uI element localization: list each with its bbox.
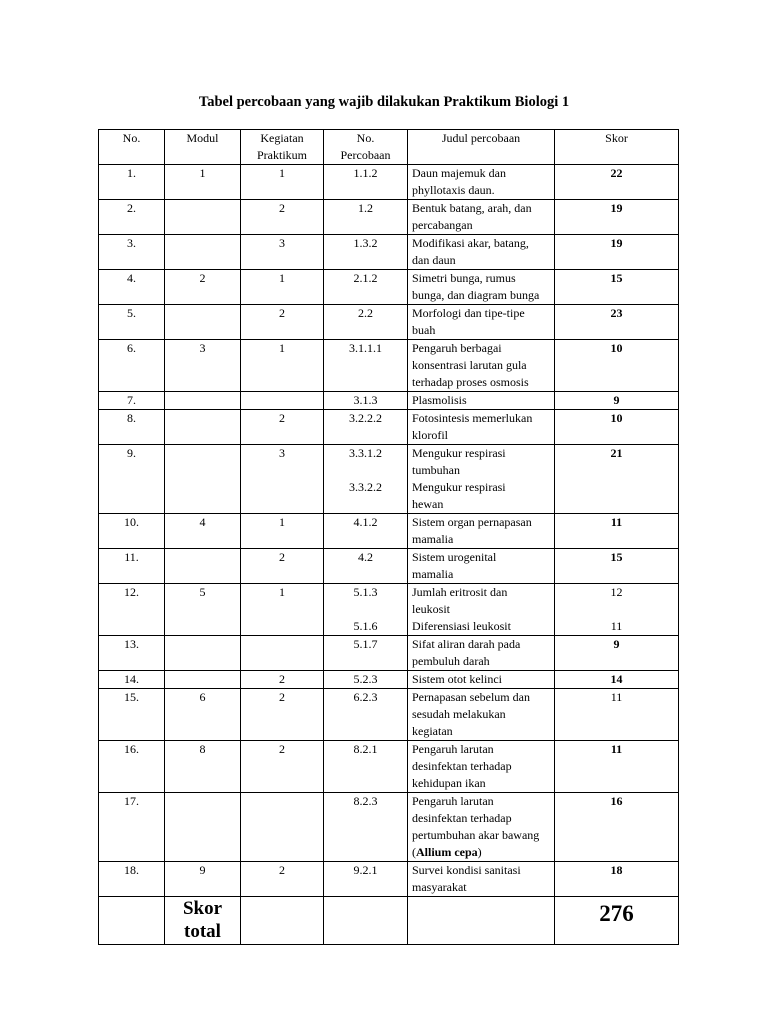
cell-percobaan: [324, 862, 408, 897]
species-name: Allium cepa: [416, 845, 478, 859]
percobaan-code: 5.1.7: [353, 637, 378, 651]
judul-line: buah: [412, 323, 436, 337]
experiment-table: [98, 129, 679, 945]
total-label-line1: Skor: [182, 898, 223, 919]
cell-percobaan: [324, 270, 408, 305]
cell-judul: [408, 410, 555, 445]
cell-percobaan: [324, 793, 408, 862]
line-gap: [328, 601, 403, 618]
cell-percobaan: [324, 671, 408, 689]
cell-kegiatan: 1: [241, 340, 324, 392]
cell-skor: 15: [555, 549, 679, 584]
judul-line: konsentrasi larutan gula: [412, 358, 527, 372]
cell-kegiatan: 1: [241, 270, 324, 305]
paren-open: (: [412, 845, 416, 859]
cell-no: 13.: [99, 636, 165, 671]
cell-no: 12.: [99, 584, 165, 636]
judul-line: Modifikasi akar, batang,: [412, 236, 529, 250]
cell-judul: [408, 549, 555, 584]
header-percobaan-line2: Percobaan: [340, 148, 391, 162]
cell-percobaan: [324, 445, 408, 514]
cell-no: 18.: [99, 862, 165, 897]
cell-skor: 22: [555, 165, 679, 200]
judul-line: Pengaruh larutan: [412, 742, 494, 756]
cell-judul: [408, 689, 555, 741]
table-row: [99, 165, 679, 200]
cell-percobaan: [324, 689, 408, 741]
cell-modul: [165, 410, 241, 445]
cell-percobaan: [324, 165, 408, 200]
cell-skor: 21: [555, 445, 679, 514]
cell-judul: [408, 305, 555, 340]
table-row: [99, 392, 679, 410]
judul-line-species: [412, 844, 550, 861]
table-row: [99, 671, 679, 689]
table-row: [99, 689, 679, 741]
judul-line: klorofil: [412, 428, 448, 442]
percobaan-code: 2.1.2: [353, 271, 378, 285]
percobaan-code: 3.2.2.2: [349, 411, 382, 425]
judul-line: kehidupan ikan: [412, 776, 486, 790]
cell-skor: 11: [555, 741, 679, 793]
judul-line: Pengaruh berbagai: [412, 341, 502, 355]
cell-no: 5.: [99, 305, 165, 340]
cell-modul: [165, 392, 241, 410]
cell-no: 17.: [99, 793, 165, 862]
percobaan-code: 6.2.3: [353, 690, 378, 704]
judul-line: tumbuhan: [412, 463, 460, 477]
cell-no: 2.: [99, 200, 165, 235]
judul-line: Sistem organ pernapasan: [412, 515, 532, 529]
cell-percobaan: [324, 340, 408, 392]
percobaan-code: 3.1.1.1: [349, 341, 382, 355]
total-label: [165, 897, 241, 945]
cell-modul: [165, 200, 241, 235]
judul-line: Sistem otot kelinci: [412, 672, 502, 686]
cell-kegiatan: 1: [241, 514, 324, 549]
cell-no: 4.: [99, 270, 165, 305]
judul-line: Simetri bunga, rumus: [412, 271, 516, 285]
total-value: 276: [555, 897, 679, 945]
cell-kegiatan: 3: [241, 235, 324, 270]
cell-modul: 4: [165, 514, 241, 549]
judul-line: masyarakat: [412, 880, 467, 894]
cell-skor: 18: [555, 862, 679, 897]
cell-modul: [165, 549, 241, 584]
cell-modul: 1: [165, 165, 241, 200]
cell-modul: 9: [165, 862, 241, 897]
cell-judul: [408, 200, 555, 235]
cell-judul: [408, 514, 555, 549]
percobaan-code: 2.2: [358, 306, 373, 320]
line-gap: [559, 601, 674, 618]
judul-line: kegiatan: [412, 724, 453, 738]
table-row: [99, 270, 679, 305]
cell-percobaan: [324, 549, 408, 584]
cell-judul: [408, 270, 555, 305]
judul-line: pertumbuhan akar bawang: [412, 828, 540, 842]
judul-line: Jumlah eritrosit dan: [412, 585, 508, 599]
cell-skor: 16: [555, 793, 679, 862]
cell-skor: 19: [555, 200, 679, 235]
percobaan-code: 4.2: [358, 550, 373, 564]
judul-line: dan daun: [412, 253, 456, 267]
table-row: [99, 636, 679, 671]
cell-no: 8.: [99, 410, 165, 445]
cell-kegiatan: 2: [241, 200, 324, 235]
cell-judul: [408, 445, 555, 514]
cell-no: 14.: [99, 671, 165, 689]
cell-kegiatan: 1: [241, 584, 324, 636]
cell-percobaan: [324, 636, 408, 671]
percobaan-code: 8.2.3: [353, 794, 378, 808]
cell-kegiatan: [241, 793, 324, 862]
judul-line: terhadap proses osmosis: [412, 375, 529, 389]
percobaan-code: 1.3.2: [353, 236, 378, 250]
cell-modul: [165, 305, 241, 340]
cell-kegiatan: 2: [241, 741, 324, 793]
total-empty-cell: [408, 897, 555, 945]
table-row: [99, 862, 679, 897]
cell-kegiatan: 2: [241, 410, 324, 445]
cell-skor: 19: [555, 235, 679, 270]
header-modul: Modul: [165, 130, 241, 165]
cell-no: 10.: [99, 514, 165, 549]
table-row: [99, 200, 679, 235]
cell-judul: [408, 741, 555, 793]
cell-percobaan: [324, 741, 408, 793]
percobaan-code: 1.2: [358, 201, 373, 215]
cell-kegiatan: [241, 636, 324, 671]
cell-kegiatan: 2: [241, 305, 324, 340]
percobaan-code: 3.3.2.2: [349, 480, 382, 494]
cell-no: 16.: [99, 741, 165, 793]
header-kegiatan-line2: Praktikum: [257, 148, 307, 162]
document-title: Tabel percobaan yang wajib dilakukan Praktikum Biologi 1: [198, 94, 570, 110]
total-empty-cell: [324, 897, 408, 945]
percobaan-code: 1.1.2: [353, 166, 378, 180]
cell-modul: [165, 636, 241, 671]
header-kegiatan-line1: Kegiatan: [260, 131, 304, 145]
cell-kegiatan: 1: [241, 165, 324, 200]
cell-skor: 15: [555, 270, 679, 305]
header-skor: Skor: [555, 130, 679, 165]
cell-no: 11.: [99, 549, 165, 584]
cell-percobaan: [324, 410, 408, 445]
cell-judul: [408, 392, 555, 410]
cell-percobaan: [324, 200, 408, 235]
header-percobaan: [324, 130, 408, 165]
cell-judul: [408, 165, 555, 200]
judul-line: Plasmolisis: [412, 393, 467, 407]
judul-line: leukosit: [412, 602, 450, 616]
cell-skor: 9: [555, 636, 679, 671]
cell-percobaan: [324, 392, 408, 410]
total-label-line2: total: [184, 921, 221, 942]
cell-percobaan: [324, 514, 408, 549]
judul-line: desinfektan terhadap: [412, 811, 512, 825]
cell-judul: [408, 584, 555, 636]
paren-close: ): [477, 845, 482, 859]
cell-percobaan: [324, 305, 408, 340]
table-row: [99, 410, 679, 445]
judul-line: Mengukur respirasi: [412, 446, 506, 460]
table-row: [99, 514, 679, 549]
judul-line: Pengaruh larutan: [412, 794, 494, 808]
percobaan-code: 5.1.3: [353, 585, 378, 599]
table-row: [99, 235, 679, 270]
cell-judul: [408, 862, 555, 897]
cell-modul: 2: [165, 270, 241, 305]
cell-modul: 8: [165, 741, 241, 793]
judul-line: Diferensiasi leukosit: [412, 619, 511, 633]
judul-line: Mengukur respirasi: [412, 480, 506, 494]
cell-no: 15.: [99, 689, 165, 741]
judul-line: Sistem urogenital: [412, 550, 497, 564]
percobaan-code: 9.2.1: [353, 863, 378, 877]
cell-modul: 3: [165, 340, 241, 392]
header-no: No.: [99, 130, 165, 165]
judul-line: Survei kondisi sanitasi: [412, 863, 521, 877]
table-row: [99, 584, 679, 636]
cell-skor: 10: [555, 410, 679, 445]
cell-skor: [555, 584, 679, 636]
judul-line: phyllotaxis daun.: [412, 183, 495, 197]
cell-judul: [408, 235, 555, 270]
cell-kegiatan: 3: [241, 445, 324, 514]
percobaan-code: 4.1.2: [353, 515, 378, 529]
judul-line: desinfektan terhadap: [412, 759, 512, 773]
judul-line: Fotosintesis memerlukan: [412, 411, 533, 425]
cell-skor: 11: [555, 689, 679, 741]
table-row: [99, 305, 679, 340]
percobaan-code: 3.1.3: [353, 393, 378, 407]
judul-line: sesudah melakukan: [412, 707, 506, 721]
header-percobaan-line1: No.: [356, 131, 375, 145]
cell-kegiatan: 2: [241, 671, 324, 689]
cell-skor: 10: [555, 340, 679, 392]
cell-modul: [165, 235, 241, 270]
cell-modul: [165, 671, 241, 689]
percobaan-code: 5.1.6: [353, 619, 378, 633]
judul-line: mamalia: [412, 567, 454, 581]
total-empty-cell: [241, 897, 324, 945]
cell-kegiatan: 2: [241, 549, 324, 584]
cell-kegiatan: [241, 392, 324, 410]
judul-line: Pernapasan sebelum dan: [412, 690, 530, 704]
skor-value: 12: [610, 585, 623, 599]
judul-line: Sifat aliran darah pada: [412, 637, 521, 651]
percobaan-code: 3.3.1.2: [349, 446, 382, 460]
table-row: [99, 741, 679, 793]
judul-line: bunga, dan diagram bunga: [412, 288, 540, 302]
judul-line: Morfologi dan tipe-tipe: [412, 306, 525, 320]
cell-percobaan: [324, 584, 408, 636]
line-gap: [328, 462, 403, 479]
cell-skor: 9: [555, 392, 679, 410]
cell-no: 6.: [99, 340, 165, 392]
cell-percobaan: [324, 235, 408, 270]
cell-no: 7.: [99, 392, 165, 410]
cell-judul: [408, 340, 555, 392]
cell-skor: 23: [555, 305, 679, 340]
cell-judul: [408, 793, 555, 862]
judul-line: mamalia: [412, 532, 454, 546]
cell-judul: [408, 671, 555, 689]
header-kegiatan: [241, 130, 324, 165]
header-judul: Judul percobaan: [408, 130, 555, 165]
cell-kegiatan: 2: [241, 689, 324, 741]
percobaan-code: 8.2.1: [353, 742, 378, 756]
judul-line: percabangan: [412, 218, 473, 232]
total-row: [99, 897, 679, 945]
table-row: [99, 340, 679, 392]
cell-modul: 6: [165, 689, 241, 741]
judul-line: pembuluh darah: [412, 654, 490, 668]
judul-line: hewan: [412, 497, 444, 511]
cell-skor: 11: [555, 514, 679, 549]
judul-line: Bentuk batang, arah, dan: [412, 201, 532, 215]
percobaan-code: 5.2.3: [353, 672, 378, 686]
table-row: [99, 445, 679, 514]
skor-value: 11: [610, 619, 623, 633]
cell-modul: [165, 445, 241, 514]
table-row: [99, 549, 679, 584]
cell-judul: [408, 636, 555, 671]
table-header-row: [99, 130, 679, 165]
cell-skor: 14: [555, 671, 679, 689]
cell-kegiatan: 2: [241, 862, 324, 897]
cell-no: 3.: [99, 235, 165, 270]
cell-modul: 5: [165, 584, 241, 636]
cell-modul: [165, 793, 241, 862]
cell-no: 1.: [99, 165, 165, 200]
table-body: [99, 165, 679, 897]
cell-no: 9.: [99, 445, 165, 514]
total-empty-cell: [99, 897, 165, 945]
judul-line: Daun majemuk dan: [412, 166, 506, 180]
table-row: [99, 793, 679, 862]
